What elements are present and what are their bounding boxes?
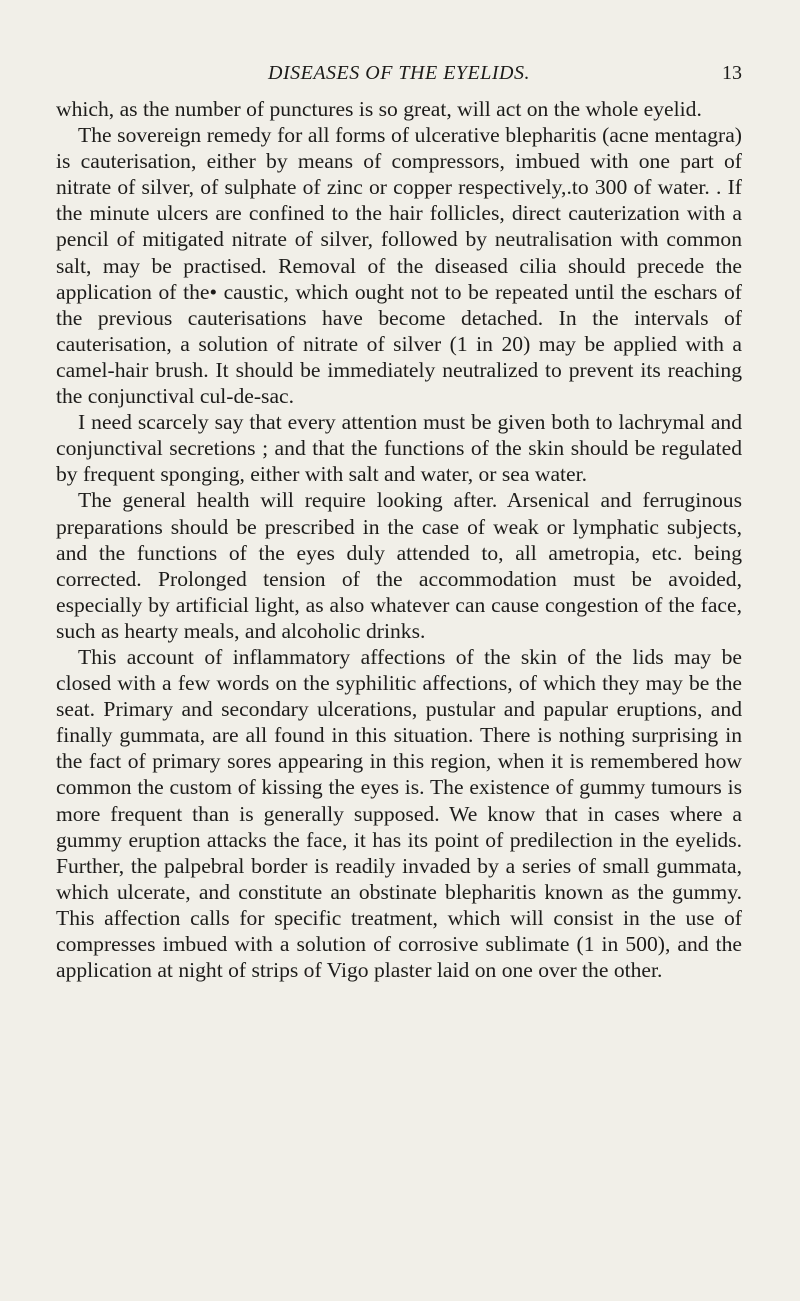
page-header	[56, 62, 742, 92]
paragraph-secretions: I need scarcely say that every attention must be given both to lachrymal and conjunctival secretions ; and that the functions of the skin should be regulated by frequent sponging, either with salt and water, or sea water.	[56, 410, 742, 487]
paragraph-continuation: which, as the number of punctures is so great, will act on the whole eyelid.	[56, 97, 702, 121]
paragraph-syphilitic-affections: This account of inflammatory affections of the skin of the lids may be closed with a few words on the syphilitic affections, of which they may be the seat. Primary and secondary ulcerations, pustular and papular eruptions, and finally gummata, are all found in this situation. There is nothing surprising in the fact of primary sores appearing in this region, when it is remembered how common the custom of kissing the eyes is. The existence of gummy tumours is more frequent than is generally supposed. We know that in cases where a gummy eruption attacks the face, it has its point of predilection in the eyelids. Further, the palpebral border is readily invaded by a series of small gummata, which ulcerate, and constitute an obstinate blepharitis known as the gummy. This affection calls for specific treatment, which will consist in the use of compresses imbued with a solution of corrosive sublimate (1 in 500), and the application at night of strips of Vigo plaster laid on one over the other.	[56, 644, 742, 983]
paragraph-general-health: The general health will require looking after. Arsenical and ferruginous preparations should be prescribed in the case of weak or lymphatic subjects, and the functions of the eyes duly attended to, all ametropia, etc. being corrected. Prolonged tension of the accommodation must be avoided, especially by artificial light, as also whatever can cause congestion of the face, such as hearty meals, and alcoholic drinks.	[56, 488, 742, 643]
paragraph-ulcerative-blepharitis: The sovereign remedy for all forms of ulcerative blepharitis (acne mentagra) is cauterisation, either by means of compressors, imbued with one part of nitrate of silver, of sulphate of zinc or copper respectively,.to 300 of water. . If the minute ulcers are confined to the hair follicles, direct cauterization with a pencil of mitigated nitrate of silver, followed by neutralisation with common salt, may be practised. Removal of the diseased cilia should precede the application of the• caustic, which ought not to be repeated until the eschars of the previous cauterisations have become detached. In the intervals of cauterisation, a solution of nitrate of silver (1 in 20) may be applied with a camel-hair brush. It should be immediately neutralized to prevent its reaching the conjunctival cul-de-sac.	[56, 123, 742, 409]
body-text	[56, 96, 742, 983]
running-title: DISEASES OF THE EYELIDS.	[268, 62, 530, 84]
page-number: 13	[722, 62, 742, 84]
